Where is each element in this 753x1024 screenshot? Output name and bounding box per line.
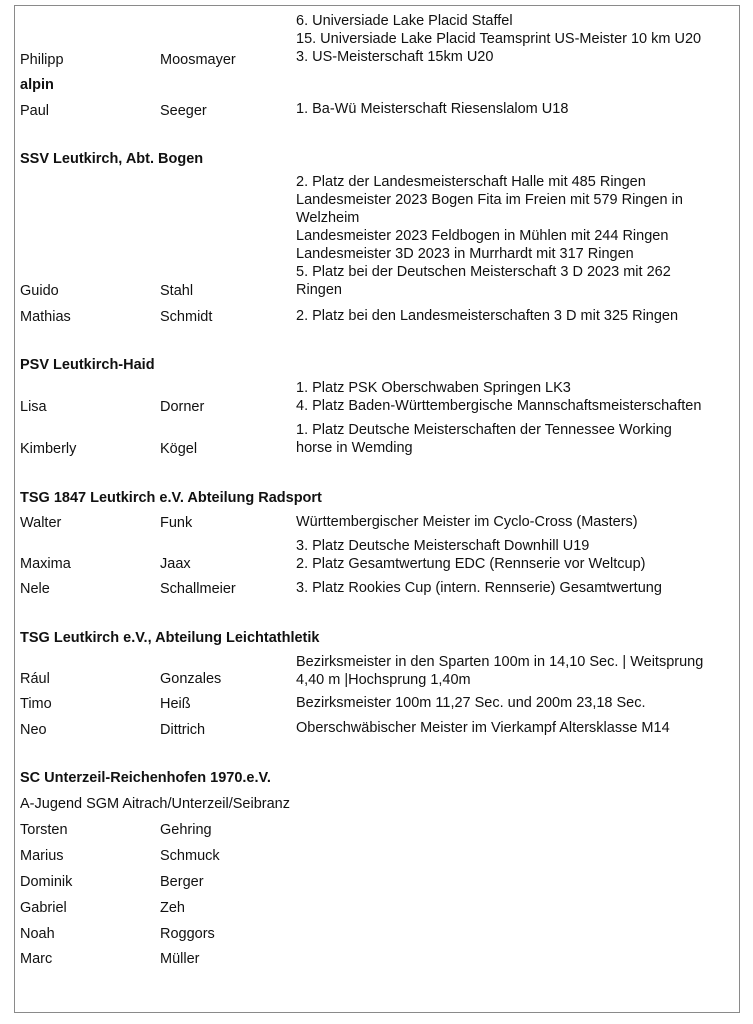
first-name: Guido [20,283,59,299]
achievement: 3. Platz Rookies Cup (intern. Rennserie) Gesamtwertung [296,580,662,596]
table-row [20,421,750,461]
achievements [296,379,701,415]
table-row [20,653,750,693]
first-name: Marius [20,848,64,864]
achievement: Landesmeister 2023 Feldbogen in Mühlen mit 244 Ringen [296,228,669,244]
last-name: Jaax [160,556,191,572]
table-row [20,874,750,892]
achievements [296,100,568,118]
first-name: Kimberly [20,441,77,457]
last-name: Zeh [160,900,185,916]
achievements [296,719,670,737]
first-name: Timo [20,696,52,712]
table-row [20,513,750,531]
first-name: Marc [20,951,53,967]
table-row [20,12,750,70]
achievement: 15. Universiade Lake Placid Teamsprint US-Meister 10 km U20 [296,31,702,47]
last-name: Gonzales [160,671,222,687]
achievement: 2. Platz Gesamtwertung EDC (Rennserie vor Weltcup) [296,556,646,572]
achievements [296,694,646,712]
last-name: Schmidt [160,309,213,325]
section-heading: PSV Leutkirch-Haid [20,357,155,373]
table-row [20,537,750,577]
last-name: Dittrich [160,722,206,738]
achievement: 4. Platz Baden-Württembergische Mannschaftsmeisterschaften [296,398,702,414]
table-row [20,951,750,969]
achievement: Welzheim [296,210,360,226]
achievement: Landesmeister 2023 Bogen Fita im Freien mit 579 Ringen in [296,192,683,208]
achievement: Ringen [296,282,342,298]
first-name: Neo [20,722,47,738]
first-name: Dominik [20,874,73,890]
achievement: 1. Platz Deutsche Meisterschaften der Tennessee Working [296,422,672,438]
achievements [296,173,683,299]
last-name: Dorner [160,399,205,415]
achievement: 3. US-Meisterschaft 15km U20 [296,49,494,65]
achievements [296,421,672,457]
achievement: 2. Platz der Landesmeisterschaft Halle mit 485 Ringen [296,174,646,190]
first-name: Lisa [20,399,47,415]
first-name: Paul [20,103,50,119]
achievement: Landesmeister 3D 2023 in Murrhardt mit 317 Ringen [296,246,634,262]
table-row [20,307,750,325]
first-name: Maxima [20,556,71,572]
achievement: 3. Platz Deutsche Meisterschaft Downhill U19 [296,538,590,554]
table-row [20,173,750,303]
section-heading: SC Unterzeil-Reichenhofen 1970.e.V. [20,770,271,786]
first-name: Mathias [20,309,71,325]
table-row [20,579,750,597]
achievements [296,537,645,573]
table-row [20,100,750,118]
achievements [296,513,638,531]
achievement: 2. Platz bei den Landesmeisterschaften 3 D mit 325 Ringen [296,308,679,324]
last-name: Roggors [160,926,215,942]
last-name: Berger [160,874,204,890]
table-row [20,379,750,419]
last-name: Kögel [160,441,198,457]
table-row [20,822,750,840]
achievement: horse in Wemding [296,440,413,456]
table-row [20,848,750,866]
first-name: Gabriel [20,900,67,916]
first-name: Walter [20,515,62,531]
last-name: Stahl [160,283,194,299]
achievement: Württembergischer Meister im Cyclo-Cross (Masters) [296,514,638,530]
table-row [20,719,750,737]
section-subtitle: A-Jugend SGM Aitrach/Unterzeil/Seibranz [20,796,290,812]
section-heading: SSV Leutkirch, Abt. Bogen [20,151,204,167]
section-heading: TSG Leutkirch e.V., Abteilung Leichtathletik [20,630,320,646]
achievement: Bezirksmeister in den Sparten 100m in 14,10 Sec. | Weitsprung [296,654,704,670]
achievements [296,12,701,66]
first-name: Philipp [20,52,64,68]
last-name: Funk [160,515,193,531]
achievements [296,579,662,597]
achievement: 1. Platz PSK Oberschwaben Springen LK3 [296,380,571,396]
achievement: Bezirksmeister 100m 11,27 Sec. und 200m 23,18 Sec. [296,695,646,711]
table-row [20,926,750,944]
achievement: 1. Ba-Wü Meisterschaft Riesenslalom U18 [296,101,569,117]
achievements [296,307,678,325]
first-name: Torsten [20,822,68,838]
section-heading: alpin [20,77,54,93]
last-name: Seeger [160,103,207,119]
achievement: 5. Platz bei der Deutschen Meisterschaft 3 D 2023 mit 262 [296,264,671,280]
last-name: Müller [160,951,200,967]
achievement: 6. Universiade Lake Placid Staffel [296,13,513,29]
section-heading: TSG 1847 Leutkirch e.V. Abteilung Radsport [20,490,322,506]
table-row [20,694,750,712]
table-row [20,900,750,918]
last-name: Moosmayer [160,52,236,68]
last-name: Schallmeier [160,581,236,597]
first-name: Noah [20,926,55,942]
achievement: 4,40 m |Hochsprung 1,40m [296,672,471,688]
first-name: Nele [20,581,50,597]
achievement: Oberschwäbischer Meister im Vierkampf Altersklasse M14 [296,720,670,736]
last-name: Heiß [160,696,191,712]
first-name: Rául [20,671,50,687]
achievements [296,653,703,689]
last-name: Gehring [160,822,212,838]
last-name: Schmuck [160,848,220,864]
